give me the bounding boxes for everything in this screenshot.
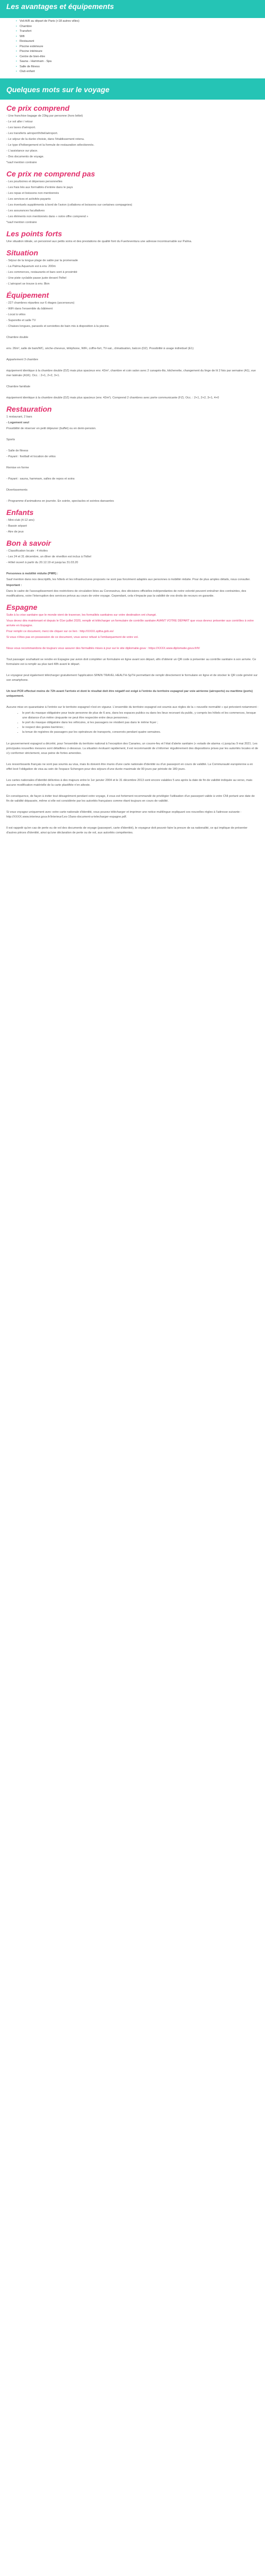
excluded-line: - Les pourboires et dépenses personnelles [6,180,63,183]
excluded-line: - Les assurances facultatives [6,209,45,212]
entertainment-label: Divertissements [6,488,28,492]
spain-paragraph: Les ressortissants français ne sont pas soumis au visa, mais ils doivent être munis d'une carte nationale d'identité ou d'un passeport en cours de validité. La Communauté européenne a en effet levé l'obligation de visa au sein de l'espace Schengen pour des séjours d'une durée maximale de 90 jours par période de 180 jours. [6,762,253,771]
room-text: équipement identique à la chambre double (DZ) mais plus spacieux env. 42m², chambre et coin salon avec 2 canapés-lits, kitchenette, changement du linge de lit 2 fois par semaine (A1), vue mer latérale (A1K). Occ. : 2+1, 2+2, 3+1. [6,369,256,377]
restaurant-line: - Logement seul [6,421,29,424]
spain-alert-link[interactable]: Nous vous recommandons de toujours vous assurer des formalités mises à jour sur le site diplomatie.gouv : https://XXXX.www.diplomatie.gouv.fr/fr/ [6,646,200,650]
included-line: - Les taxes d'aéroport. [6,126,36,129]
restaurant-title: Restauration [6,404,52,413]
important-label: Important : [6,583,22,587]
amenity-item: • Sauna - Hammam - Spa [16,59,265,65]
excluded-line: - Les services et activités payants [6,197,51,201]
sports-line: - Salle de fitness [6,449,29,452]
good-to-know-line: - Classification locale : 4 étoiles [6,549,48,553]
spain-paragraph: En conséquence, de façon à éviter tout désagrément pendant votre voyage, il vous est fortement recommandé de privilégier l'utilisation d'un passeport valide à votre CNI portant une date de fin de validité dépassée, même si elle est considérée par les autorités françaises comme étant toujours en cours de validité. [6,794,255,803]
kids-line: - Aire de jeux [6,530,24,534]
spain-rule: • le respect des gestes barrières ; [22,725,259,730]
spain-rule: • le port du masque obligatoire pour toute personne de plus de 6 ans, dans les espaces publics ou dans les lieux recevant du public, y compris les hôtels et les commerces, lorsque une distance d'un mètre cinquante ne peut être respectée entre deux personnes ; [22,711,259,721]
trip-section-header [0,78,265,100]
spain-paragraph: Un test PCR effectué moins de 72h avant l'arrivée et dont le résultat doit être négatif est exigé à l'entrée du territoire espagnol par voie aérienne (aéroports) ou maritime (ports) uniquement. [6,689,253,698]
spain-paragraph-link[interactable]: Si vous voyagez uniquement avec votre carte nationale d'identité, vous pouvez télécharger et imprimer une notice multilingue expliquant ces nouvelles règles à l'adresse suivante : http://XXXX.www.interieur.gouv.fr/Interieur/Les-15ans-document-a-telecharger-espagne.pdf. [6,810,242,819]
amenity-item: • Restaurant [16,39,265,45]
kids-line: - Mini-club (4-12 ans) [6,518,34,522]
wellness-line: - Payant : sauna, hammam, salles de repos et soins [6,477,75,481]
amenity-item: • Voli A/R au départ de Paris (+18 autres villes) [16,19,265,24]
spain-paragraph: Il est rappelé qu'en cas de perte ou de vol des documents de voyage (passeport, carte d'identité), le voyageur doit pouvoir faire la preuve de sa nationalité, ce qui implique de présenter d'autres pièces d'identité, ainsi qu'une déclaration de perte ou de vol, aux autorités compétentes. [6,826,248,834]
amenity-item: • Transfert [16,29,265,34]
kids-title: Enfants [6,508,34,517]
sports-label: Sports [6,438,15,441]
spain-rules-list [22,711,259,735]
included-line: - Le vol aller / retour [6,120,33,123]
equipment-line: - Local à vélos [6,313,26,316]
amenities-header [0,0,265,18]
amenity-item: • Piscine intérieure [16,49,265,55]
room-label: Chambre familiale [6,385,31,388]
good-to-know-line: - Hôtel ouvert à partir du 20.12.19 et jusqu'au 31.03.20 [6,561,78,564]
amenities-title: Les avantages et équipements [6,2,114,11]
amenity-item: • Centre de bien-être [16,55,265,60]
amenity-item: • Club enfant [16,69,265,75]
pmr-label: Personnes à mobilité réduite (PMR) : [6,572,58,575]
spain-rule: • le port du masque obligatoire dans les véhicules, si les passagers ne résident pas dans le même foyer ; [22,721,259,725]
equipment-line: - Chaises longues, parasols et serviettes de bain mis à disposition à la piscine. [6,324,110,328]
included-line: - L'assistance sur place. [6,149,38,153]
excluded-line: - Les frais liés aux formalités d'entrée dans le pays [6,185,73,189]
spain-paragraph: Tout passager souhaitant se rendre en Espagne par avion doit compléter un formulaire en ligne avant son départ, afin d'obtenir un QR code à présenter au contrôle sanitaire à son arrivée. Ce formulaire est à remplir au plus tard 48h avant le départ. [6,658,257,666]
spain-paragraph: Les cartes nationales d'identité délivrées à des majeurs entre le 1er janvier 2004 et le 31 décembre 2013 sont encore valables 5 ans après la date de fin de validité indiquée au verso, mais aucune modification matérielle de la carte plastifiée n'en atteste. [6,778,253,787]
spain-alert: Si vous n'êtes pas en possession de ce document, vous serez refusé à l'embarquement de votre vol. [6,635,139,639]
spain-rule: • la tenue de registres de passagers par les opérateurs de transports, conservés pendant quatre semaines. [22,730,259,735]
spain-paragraph: Le voyageur peut également télécharger gratuitement l'application SPAIN TRAVEL HEALTH-SpTH permettant de remplir directement le formulaire en ligne et de stocker le QR code généré sur son smartphone. [6,673,258,682]
amenity-item: • Salle de fitness [16,65,265,70]
pmr-text: Sauf mention dans nos descriptifs, les hôtels et les infrastructures proposés ne sont pas forcément adaptés aux personnes à mobilité réduite. Pour de plus amples détails, nous consulter. [6,578,251,581]
situation-line: - La Palma Aquarium est à env. 200m [6,264,56,268]
trip-section-title: Quelques mots sur le voyage [6,85,110,94]
amenities-list [0,19,265,75]
excluded-line: - Les éventuels suppléments à bord de l'avion (collations et boissons sur certaines compagnies) [6,203,132,207]
excluded-note: *sauf mention contraire [6,220,37,224]
spain-paragraph: Le gouvernement espagnol a décrété, pour l'ensemble du territoire national à l'exception des Canaries, un couvre-feu et l'état d'alerte sanitaire (« estado de alarma ») jusqu'au 9 mai 2021. Les principales nouvelles mesures sont détaillées ci-dessous. La situation évoluant rapidement, il est recommandé de s'informer régulièrement des dispositions prises par les autorités locales et de s'y conformer strictement, sous peine de fortes amendes. [6,742,258,755]
included-line: - Une franchise bagage de 23kg par personne (hors bébé) [6,114,83,118]
equipment-line: - WiFi dans l'ensemble du bâtiment [6,307,53,310]
included-line: - Le séjour de la durée choisie, dans l'établissement retenu. [6,137,85,141]
highlights-text: Une situation idéale, un personnel aux petits soins et des prestations de qualité font du Fuerteventura une adresse incontournable sur Palma. [6,239,192,243]
situation-title: Situation [6,248,38,257]
excluded-line: - Les éléments non mentionnés dans « notre offre comprend » [6,215,89,218]
important-text: Dans le cadre de l'assouplissement des restrictions de circulation liées au Coronavirus, des décisions officielles indépendantes de notre volonté peuvent entraîner des contraintes, des modifications, voire l'interruption des services prévus au cours de votre voyage. Cependant, cela n'impacte pas la validité de vos droits de recours en garantie. [6,589,246,598]
spain-alert: Suite à la crise sanitaire que le monde vient de traverser, les formalités sanitaires sur votre destination ont changé. [6,613,157,617]
sports-line: - Payant : football et location de vélos [6,455,56,458]
situation-line: - L'aéroport se trouve à env. 8km [6,282,50,286]
included-note: *sauf mention contraire [6,161,37,164]
amenity-item: • Chambre [16,24,265,30]
highlights-title: Les points forts [6,229,63,238]
spain-title: Espagne [6,602,38,611]
excluded-title: Ce prix ne comprend pas [6,169,95,178]
included-line: - Le type d'hébergement et la formule de restauration sélectionnés. [6,143,94,147]
included-title: Ce prix comprend [6,103,70,112]
situation-line: - Une piste cyclable passe juste devant l'hôtel [6,276,67,280]
good-to-know-line: - Les 24 et 31 décembre, un dîner de réveillon est inclus à l'hôtel [6,555,91,558]
situation-line: - Séjour de la longue plage de sable par la promenade [6,259,78,262]
good-to-know-title: Bon à savoir [6,538,51,547]
equipment-line: - Superette et salle TV [6,318,36,322]
included-line: - Les transferts aéroport/hôtel/aéroport. [6,131,58,135]
situation-line: - Les commerces, restaurants et bars sont à proximité [6,270,77,274]
kids-line: - Bassin séparé [6,524,27,528]
restaurant-line: 1 restaurant, 2 bars [6,415,32,419]
included-line: - Des documents de voyage. [6,155,45,158]
room-label: Chambre double [6,335,29,339]
room-text: env. 26m², salle de bain/WC, sèche-cheveux, téléphone, WiFi, coffre-fort, TV-sat., climatisation, balcon (DZ). Possibilité à usage individuel (E1) [6,347,194,350]
room-text: équipement identique à la chambre double (DZ) mais plus spacieux (env. 42m²). Comprend 2 chambres avec porte communicante (FZ). Occ. : 2+1, 2+2, 3+1, 4+0 [6,396,219,399]
spain-alert: Vous devez dès maintenant et depuis le 01er juillet 2020, remplir et télécharger un formulaire de contrôle sanitaire AVANT VOTRE DÉPART que vous devrez présenter aux contrôles à votre arrivée en Espagne. [6,619,254,627]
equipment-line: - 227 chambres réparties sur 6 étages (ascenseurs) [6,301,75,305]
spain-alert-link[interactable]: Pour remplir ce document, merci de cliquer sur ce lien : http://XXXX.sptha.gob.es/ [6,629,114,633]
equipment-title: Équipement [6,290,49,299]
wellness-label: Remise en forme [6,466,29,469]
restaurant-line: Possibilité de réserver en petit déjeuner (buffet) ou en demi-pension. [6,427,96,430]
excluded-line: - Les repas et boissons non mentionnés [6,191,59,195]
amenity-item: • Wifi [16,34,265,40]
entertainment-line: - Programme d'animations en journée. En soirée, spectacles et soirées dansantes [6,499,114,503]
spain-paragraph: Aucune mise en quarantaine à l'entrée sur le territoire espagnol n'est en vigueur. L'ensemble du territoire espagnol est soumis aux règles de la « nouvelle normalité » qui prévoient notamment : [6,705,259,709]
amenity-item: • Piscine extérieure [16,45,265,50]
room-label: Appartement 3 chambre [6,358,39,361]
